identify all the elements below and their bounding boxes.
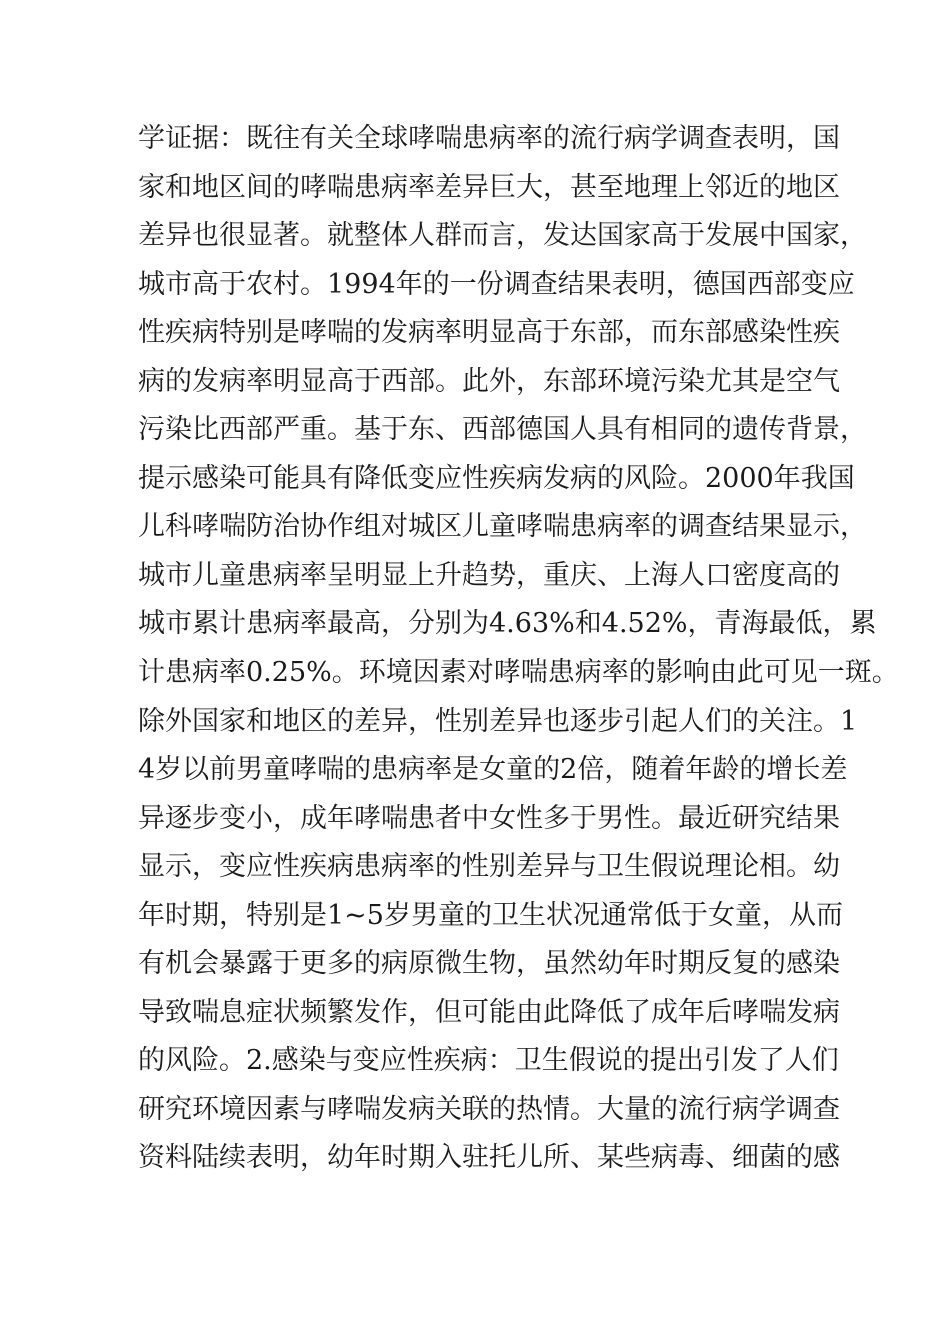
text-line: 儿科哮喘防治协作组对城区儿童哮喘患病率的调查结果显示， <box>138 511 867 543</box>
text-line: 提示感染可能具有降低变应性疾病发病的风险。2000年我国 <box>138 462 855 494</box>
text-line: 病的发病率明显高于西部。此外，东部环境污染尤其是空气 <box>138 365 840 397</box>
text-line: 城市累计患病率最高，分别为4.63%和4.52%，青海最低，累 <box>138 608 877 640</box>
text-line: 研究环境因素与哮喘发病关联的热情。大量的流行病学调查 <box>138 1093 840 1125</box>
text-line: 计患病率0.25%。环境因素对哮喘患病率的影响由此可见一斑。 <box>138 657 899 689</box>
text-line: 的风险。2.感染与变应性疾病：卫生假说的提出引发了人们 <box>138 1045 839 1077</box>
body-text <box>138 115 899 1183</box>
text-line: 城市儿童患病率呈明显上升趋势，重庆、上海人口密度高的 <box>138 559 840 591</box>
text-line: 学证据：既往有关全球哮喘患病率的流行病学调查表明，国 <box>138 123 840 154</box>
text-line: 城市高于农村。1994年的一份调查结果表明，德国西部变应 <box>138 268 855 300</box>
text-line: 显示，变应性疾病患病率的性别差异与卫生假说理论相。幼 <box>138 851 840 883</box>
text-line: 差异也很显著。就整体人群而言，发达国家高于发展中国家， <box>138 220 867 252</box>
text-line: 污染比西部严重。基于东、西部德国人具有相同的遗传背景， <box>138 414 867 446</box>
text-line: 除外国家和地区的差异，性别差异也逐步引起人们的关注。1 <box>138 705 858 737</box>
text-line: 异逐步变小，成年哮喘患者中女性多于男性。最近研究结果 <box>138 802 840 834</box>
text-line: 年时期，特别是1~5岁男童的卫生状况通常低于女童，从而 <box>138 899 843 931</box>
text-line: 性疾病特别是哮喘的发病率明显高于东部，而东部感染性疾 <box>138 317 840 349</box>
text-line: 有机会暴露于更多的病原微生物，虽然幼年时期反复的感染 <box>138 948 840 980</box>
text-line: 4岁以前男童哮喘的患病率是女童的2倍，随着年龄的增长差 <box>138 754 848 786</box>
text-line: 家和地区间的哮喘患病率差异巨大，甚至地理上邻近的地区 <box>138 171 840 203</box>
text-line: 导致喘息症状频繁发作，但可能由此降低了成年后哮喘发病 <box>138 996 840 1028</box>
text-line: 资料陆续表明，幼年时期入驻托儿所、某些病毒、细菌的感 <box>138 1142 840 1174</box>
